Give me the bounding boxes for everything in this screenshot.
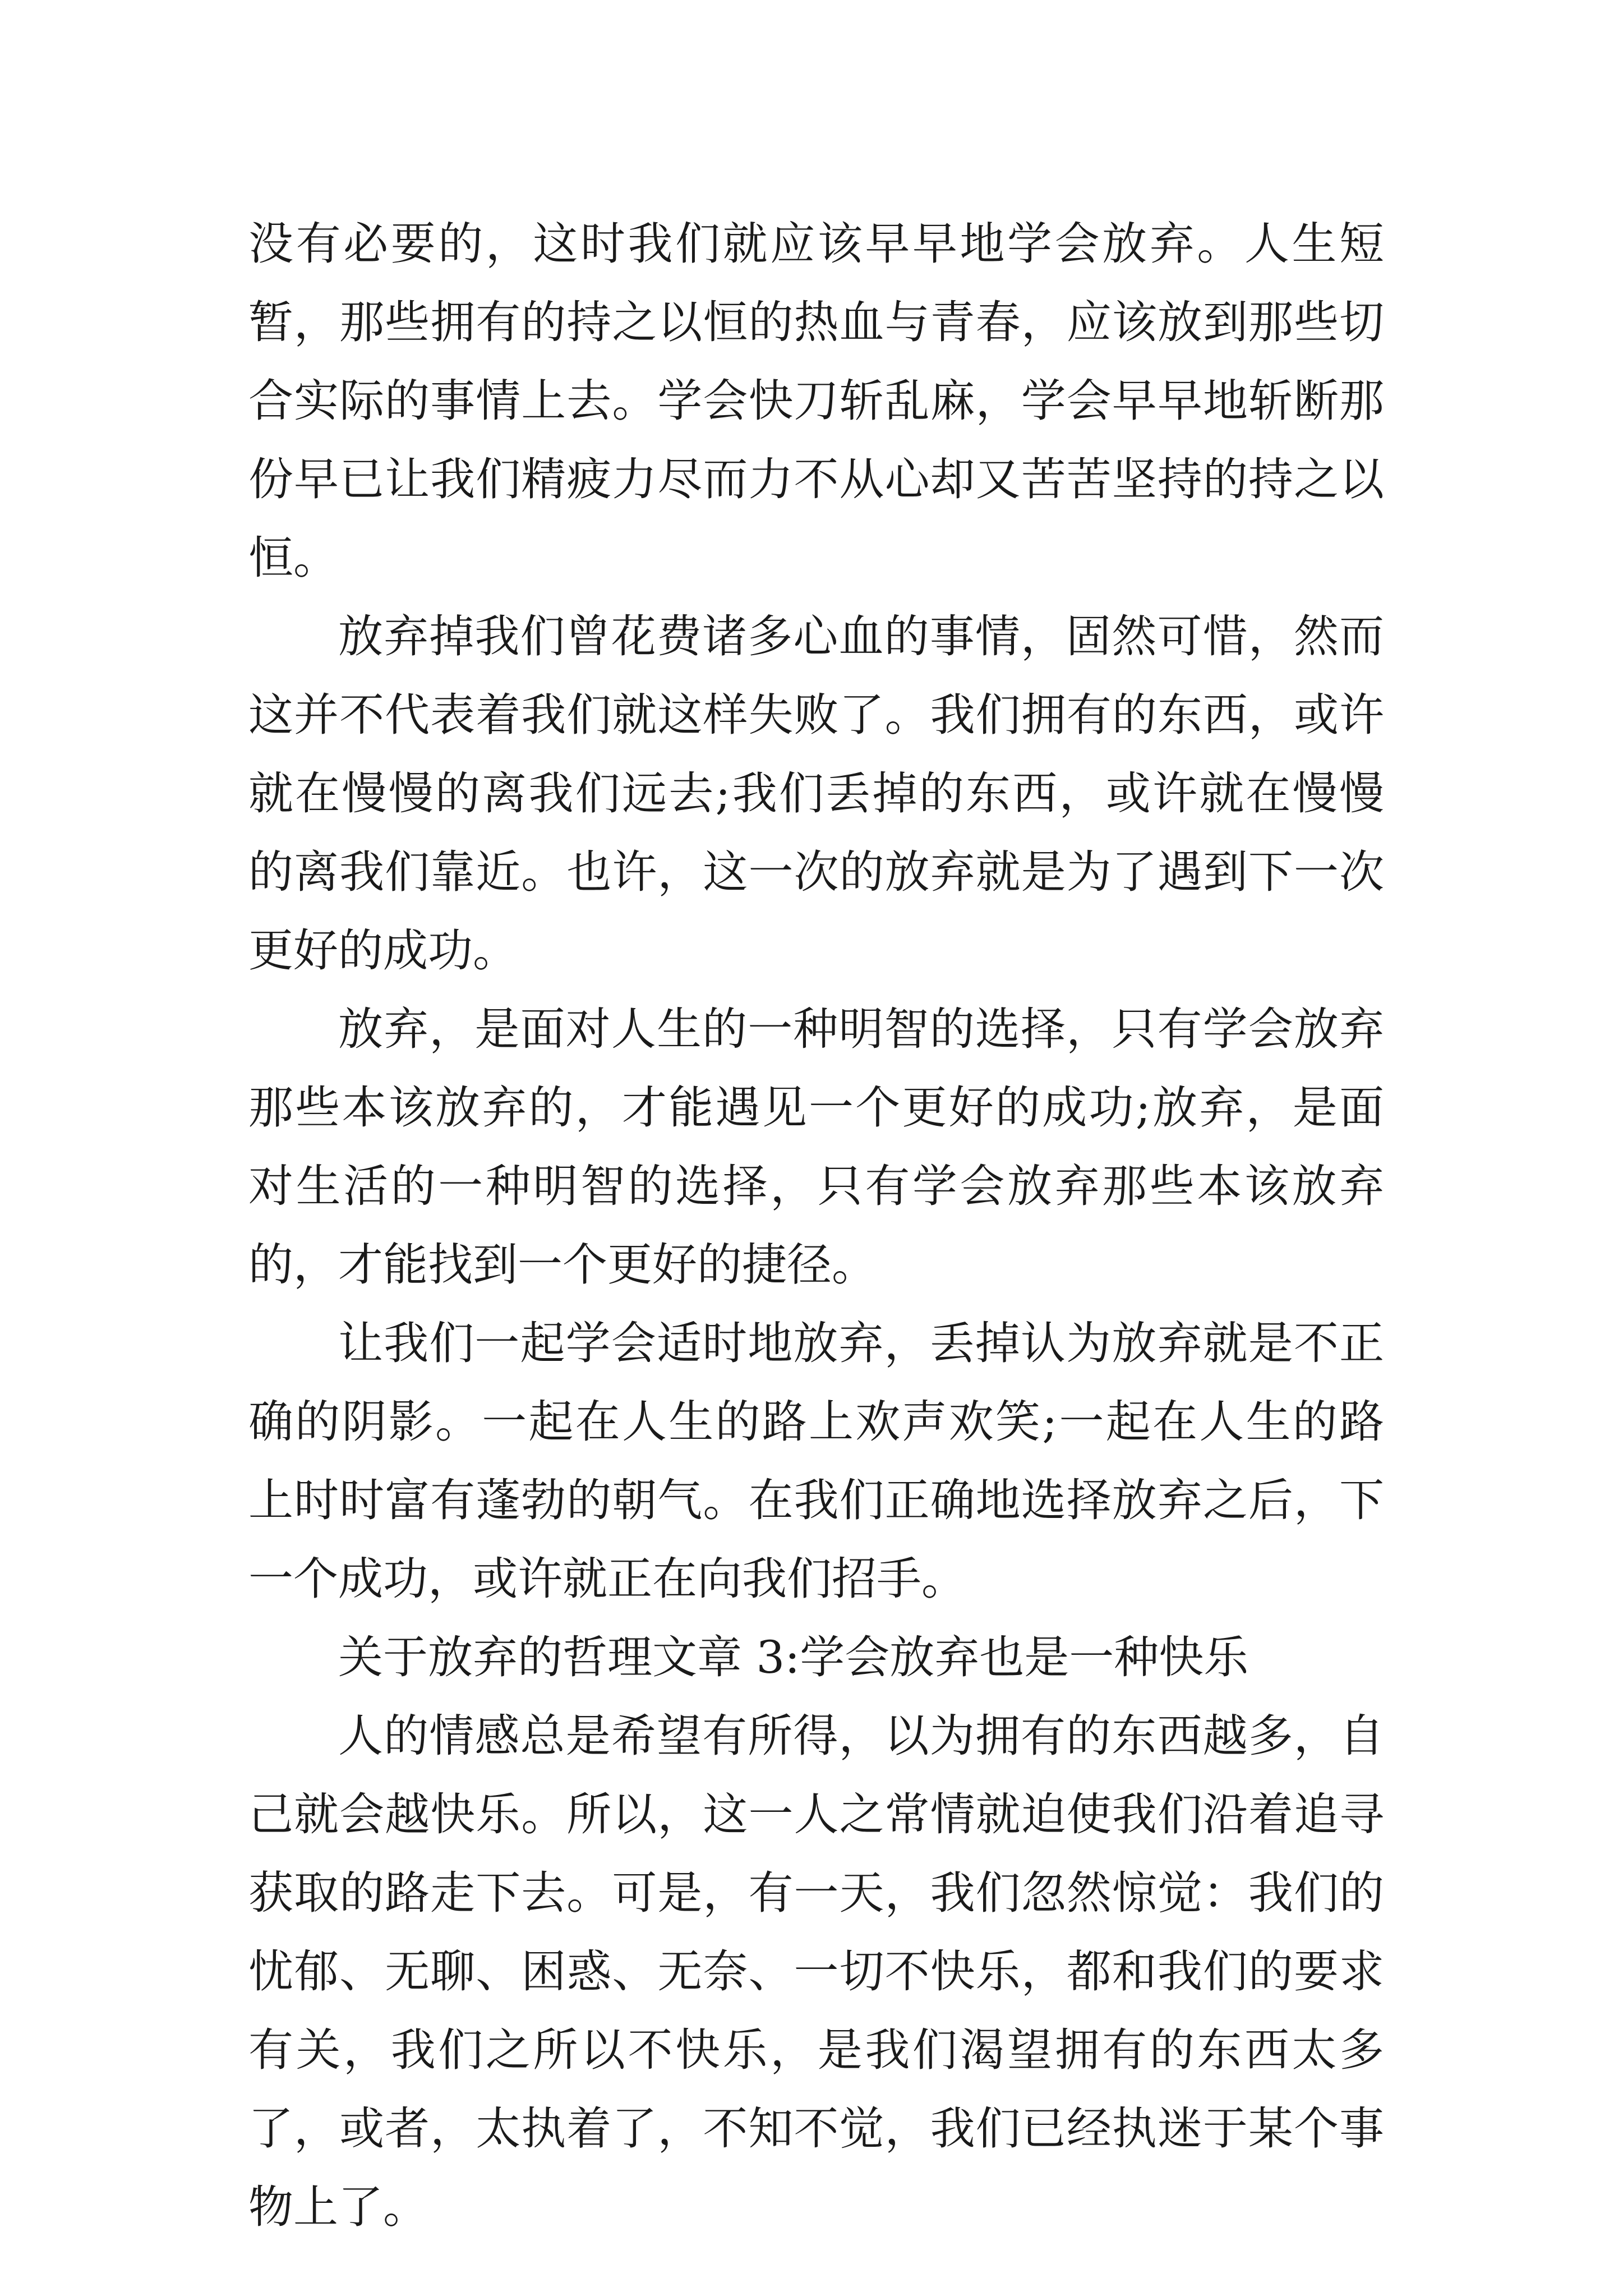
paragraph-2: 放弃掉我们曾花费诸多心血的事情，固然可惜，然而这并不代表着我们就这样失败了。我们拥有的东西，或许就在慢慢的离我们远去;我们丢掉的东西，或许就在慢慢的离我们靠近。也许，这一次的放弃就是为了遇到下一次更好的成功。: [248, 610, 1384, 977]
document-body: [248, 205, 1384, 2247]
paragraph-4: 让我们一起学会适时地放弃，丢掉认为放弃就是不正确的阴影。一起在人生的路上欢声欢笑;一起在人生的路上时时富有蓬勃的朝气。在我们正确地选择放弃之后，下一个成功，或许就正在向我们招手。: [248, 1317, 1384, 1605]
paragraph-5: 人的情感总是希望有所得，以为拥有的东西越多，自己就会越快乐。所以，这一人之常情就迫使我们沿着追寻获取的路走下去。可是，有一天，我们忽然惊觉：我们的忧郁、无聊、困惑、无奈、一切不快乐，都和我们的要求有关，我们之所以不快乐，是我们渴望拥有的东西太多了，或者，太执着了，不知不觉，我们已经执迷于某个事物上了。: [248, 1710, 1384, 2233]
paragraph-3: 放弃，是面对人生的一种明智的选择，只有学会放弃那些本该放弃的，才能遇见一个更好的成功;放弃，是面对生活的一种明智的选择，只有学会放弃那些本该放弃的，才能找到一个更好的捷径。: [248, 1003, 1384, 1291]
section-heading: 关于放弃的哲理文章 3:学会放弃也是一种快乐: [338, 1631, 1249, 1683]
paragraph-1: 没有必要的，这时我们就应该早早地学会放弃。人生短暂，那些拥有的持之以恒的热血与青春，应该放到那些切合实际的事情上去。学会快刀斩乱麻，学会早早地斩断那份早已让我们精疲力尽而力不从心却又苦苦坚持的持之以恒。: [248, 218, 1384, 584]
